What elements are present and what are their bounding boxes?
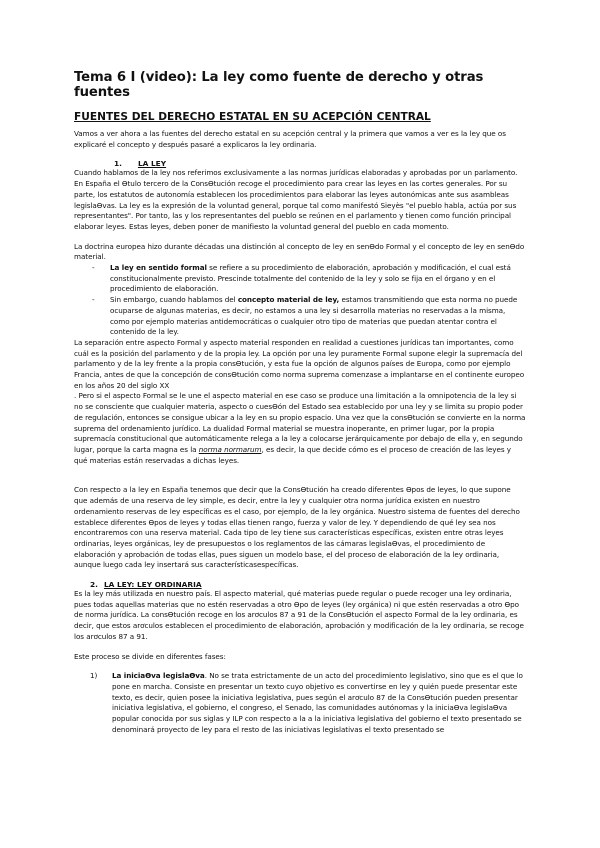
intro-paragraph: Vamos a ver ahora a las fuentes del derecho estatal en su acepción central y la primera que vamos a ver es la ley que os explicaré el concepto y después pasaré a explicaros la ley ordinaria. (74, 129, 506, 149)
list-item-text: se refiere a su procedimiento de elaboración, aprobación y modificación, el cual está constitucionalmente previsto. Prescinde totalmente del contenido de la ley y solo se fija en el órgano y en el procedimiento de elaboración. (110, 263, 511, 294)
list-item-text: Sin embargo, cuando hablamos del (110, 295, 238, 305)
bullet-list (74, 263, 526, 338)
heading-label: LA LEY (137, 159, 167, 169)
list-item-text: estamos transmitiendo que esta norma no puede ocuparse de algunas materias, es decir, no estamos a una ley si desarrolla materias no reservadas a la misma, como por ejemplo materias antidemocráticas o cualquier otro tipo de materias que puedan atentar contra el contenido de la ley. (110, 295, 518, 337)
list-item (92, 263, 526, 295)
paragraph: Cuando hablamos de la ley nos referimos exclusivamente a las normas jurídicas elaboradas y aprobadas por un parlamento. En España el Ɵtulo tercero de la ConsƟtución recoge el procedimiento para crear las leyes en las cortes generales. Por su parte, los estatutos de autonomía establecen los procedimientos para elaborar las leyes autonómicas ante sus asambleas legislaƟvas. La ley es la expresión de la voluntad general, porque tal como manifestó Sieyès "el pueblo habla, actúa por sus representantes". Por tanto, las y los representantes del pueblo se reúnen en el parlamento y tienen como función principal elaborar leyes. Estas leyes, deben poner de manifiesto la voluntad general del pueblo en cada momento. (74, 168, 518, 231)
paragraph (74, 391, 526, 466)
bold-term: concepto material de ley, (237, 295, 340, 305)
heading-number: 1. (114, 159, 122, 169)
paragraph: Con respecto a la ley en España tenemos que decir que la ConsƟtución ha creado diferentes Ɵpos de leyes, lo que supone que además de una reserva de ley simple, es decir, entre la ley y cualquier otra norma jurídica existen en nuestro ordenamiento reservas de ley específicas es el caso, por ejemplo, de la ley orgánica. Nuestro sistema de fuentes del derecho establece diferentes Ɵpos de leyes y todas ellas tienen rango, fuerza y valor de ley. Y dependiendo de qué ley sea nos encontraremos con una reserva material. Cada tipo de ley tiene sus características específicas, existen entre otras leyes ordinarias, leyes orgánicas, ley de presupuestos o los reglamentos de las cámaras legislaƟvas, el procedimiento de elaboración y aprobación de todas ellas, pues siguen un modelo base, el del proceso de elaboración de la ley ordinaria, aunque luego cada ley insertará sus característicasespecíficas. (74, 485, 520, 570)
numbered-item-text (90, 671, 526, 735)
bold-term: La iniciaƟva legislaƟva (112, 671, 205, 681)
heading-label: LA LEY: LEY ORDINARIA (103, 580, 202, 590)
numbered-item (74, 671, 526, 735)
latin-term: norma normarum (198, 444, 262, 454)
page-title: Tema 6 I (video): La ley como fuente de derecho y otras fuentes (74, 70, 484, 100)
heading-number: 2. (90, 580, 98, 590)
list-item (92, 295, 526, 338)
heading-la-ley (114, 159, 526, 168)
paragraph-text: , es decir, la que decide cómo es el proceso de creación de las leyes y qué materias están reservadas a dichas leyes. (74, 444, 511, 465)
section-heading: FUENTES DEL DERECHO ESTATAL EN SU ACEPCIÓN CENTRAL (74, 111, 431, 123)
heading-ley-ordinaria (90, 580, 526, 589)
paragraph: La doctrina europea hizo durante décadas una distinción al concepto de ley en senƟdo Formal y el concepto de ley en senƟdo material. (74, 241, 525, 262)
item-number: 1) (90, 671, 98, 681)
item-text: . No se trata estrictamente de un acto del procedimiento legislativo, sino que es el que lo pone en marcha. Consiste en presentar un texto cuyo objetivo es convertirse en ley y quién puede presentar este texto, es decir, quien posee la iniciativa legislativa, pues según el arơculo 87 de la ConsƟtución pueden presentar iniciativa legislativa, el gobierno, el congreso, el Senado, las comunidades autónomas y la iniciaƟva legislaƟva popular conocida por sus siglas y ILP con respecto a la a la iniciativa legislativa del gobierno el texto presentado se denominará proyecto de ley para el resto de las iniciativas legislativas el texto presentado se (112, 671, 523, 734)
paragraph-text: . Pero si el aspecto Formal se le une el aspecto material en ese caso se produce una limitación a la omnipotencia de la ley si no se consciente que cualquier materia, aspecto o cuesƟón del Estado sea establecido por una ley y se limita su propio poder de regulación, entonces se consigue ubicar a la ley en su propio espacio. Una vez que la consƟtución se convierte en la norma suprema del ordenamiento jurídico. La dualidad Formal material se muestra inoperante, en primer lugar, por la propia supremacía constitucional que automáticamente relega a la ley a colocarse jerárquicamente por debajo de ella y, en segundo lugar, porque la carta magna es la (74, 391, 526, 454)
paragraph: La separación entre aspecto Formal y aspecto material responden en realidad a cuestiones jurídicas tan importantes, como cuál es la posición del parlamento y de la propia ley. La opción por una ley puramente Formal supone elegir la supremacía del parlamento y de la ley frente a la propia consƟtución, y esta fue la opción de algunos países de Europa, como por ejemplo Francia, antes de que la concepción de consƟtución como norma suprema comenzase a implantarse en el continente europeo en los años 20 del siglo XX (74, 337, 525, 390)
paragraph: Es la ley más utilizada en nuestro país. El aspecto material, qué materias puede regular o puede recoger una ley ordinaria, pues todas aquellas materias que no estén reservadas a otro Ɵpo de leyes (ley orgánica) ni que estén reservadas a otro Ɵpo de norma jurídica. La consƟtución recoge en los arơculos 87 a 91 de la ConsƟtución el aspecto Formal de la ley ordinaria, es decir, que estos arơculos establecen el procedimiento de elaboración, aprobación y modificación de la ley ordinaria, se recoge los arơculos 87 a 91. (74, 589, 524, 641)
paragraph: Este proceso se divide en diferentes fases: (74, 651, 226, 661)
bold-term: La ley en sentido formal (110, 263, 207, 273)
